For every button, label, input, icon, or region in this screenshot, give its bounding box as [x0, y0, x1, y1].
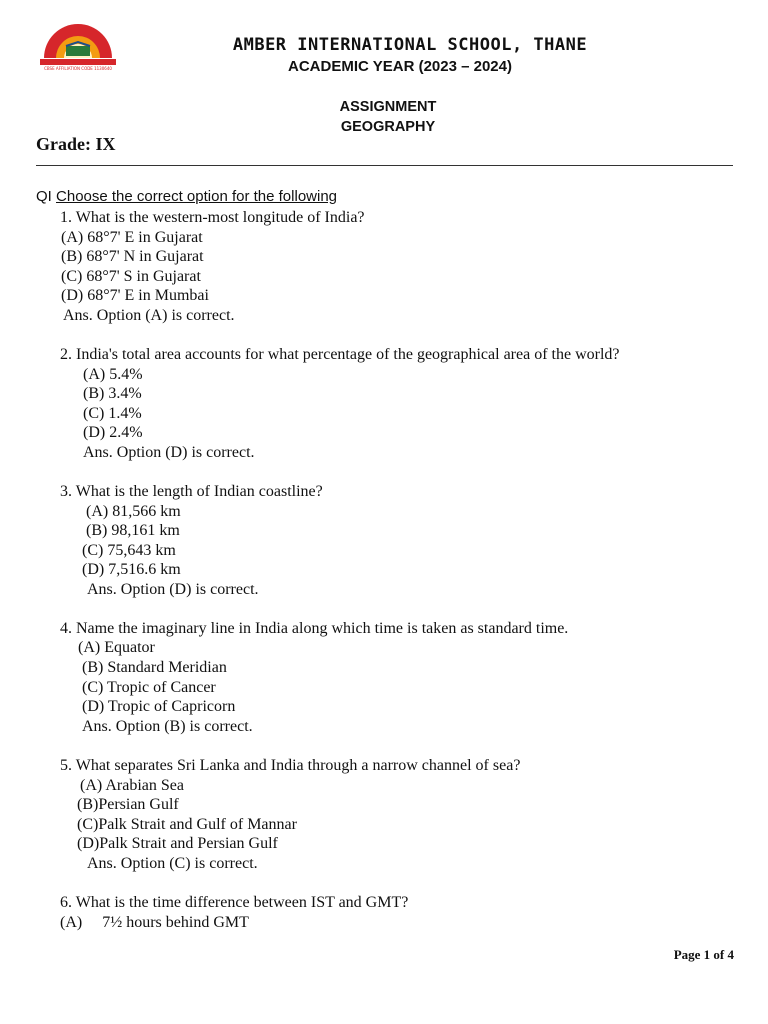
q2-option-a: (A) 5.4%	[83, 366, 143, 383]
question-4: 4. Name the imaginary line in India along which time is taken as standard time.	[60, 620, 569, 637]
question-2: 2. India's total area accounts for what percentage of the geographical area of the world?	[60, 346, 620, 363]
q5-option-c: (C)Palk Strait and Gulf of Mannar	[77, 816, 297, 833]
q1-option-c: (C) 68°7' S in Gujarat	[61, 268, 201, 285]
q4-option-b: (B) Standard Meridian	[82, 659, 227, 676]
q2-option-c: (C) 1.4%	[83, 405, 142, 422]
q5-option-a: (A) Arabian Sea	[80, 777, 184, 794]
page-number: Page 1 of 4	[673, 947, 734, 962]
q3-option-c: (C) 75,643 km	[82, 542, 176, 559]
section-heading	[36, 188, 337, 205]
question-1: 1. What is the western-most longitude of India?	[60, 209, 365, 226]
section-label: QI	[36, 188, 52, 205]
school-name: AMBER INTERNATIONAL SCHOOL, THANE	[232, 35, 588, 55]
question-6: 6. What is the time difference between IST and GMT?	[60, 894, 409, 911]
q4-option-c: (C) Tropic of Cancer	[82, 679, 216, 696]
q3-option-a: (A) 81,566 km	[86, 503, 181, 520]
q1-answer: Ans. Option (A) is correct.	[63, 307, 235, 324]
q5-option-b: (B)Persian Gulf	[77, 796, 179, 813]
q4-option-d: (D) Tropic of Capricorn	[82, 698, 236, 715]
question-3: 3. What is the length of Indian coastline?	[60, 483, 323, 500]
divider	[36, 165, 733, 166]
section-instruction: Choose the correct option for the following	[56, 188, 338, 205]
assignment-label: ASSIGNMENT	[339, 99, 437, 115]
question-5: 5. What separates Sri Lanka and India through a narrow channel of sea?	[60, 757, 521, 774]
q1-option-a: (A) 68°7' E in Gujarat	[61, 229, 203, 246]
q6-option-a: (A) 7½ hours behind GMT	[60, 914, 249, 931]
grade-label: Grade: IX	[36, 134, 116, 154]
q1-option-b: (B) 68°7' N in Gujarat	[61, 248, 204, 265]
q4-answer: Ans. Option (B) is correct.	[82, 718, 253, 735]
svg-text:CBSE AFFILIATION CODE 1130640: CBSE AFFILIATION CODE 1130640	[44, 66, 112, 71]
academic-year: ACADEMIC YEAR (2023 – 2024)	[288, 58, 512, 75]
assignment-heading	[0, 97, 768, 137]
q3-option-b: (B) 98,161 km	[86, 522, 180, 539]
q2-option-b: (B) 3.4%	[83, 385, 142, 402]
q3-answer: Ans. Option (D) is correct.	[87, 581, 259, 598]
q4-option-a: (A) Equator	[78, 639, 155, 656]
q5-answer: Ans. Option (C) is correct.	[87, 855, 258, 872]
q3-option-d: (D) 7,516.6 km	[82, 561, 181, 578]
q5-option-d: (D)Palk Strait and Persian Gulf	[77, 835, 278, 852]
q2-answer: Ans. Option (D) is correct.	[83, 444, 255, 461]
subject-label: GEOGRAPHY	[340, 119, 436, 135]
q2-option-d: (D) 2.4%	[83, 424, 143, 441]
q1-option-d: (D) 68°7' E in Mumbai	[61, 287, 209, 304]
